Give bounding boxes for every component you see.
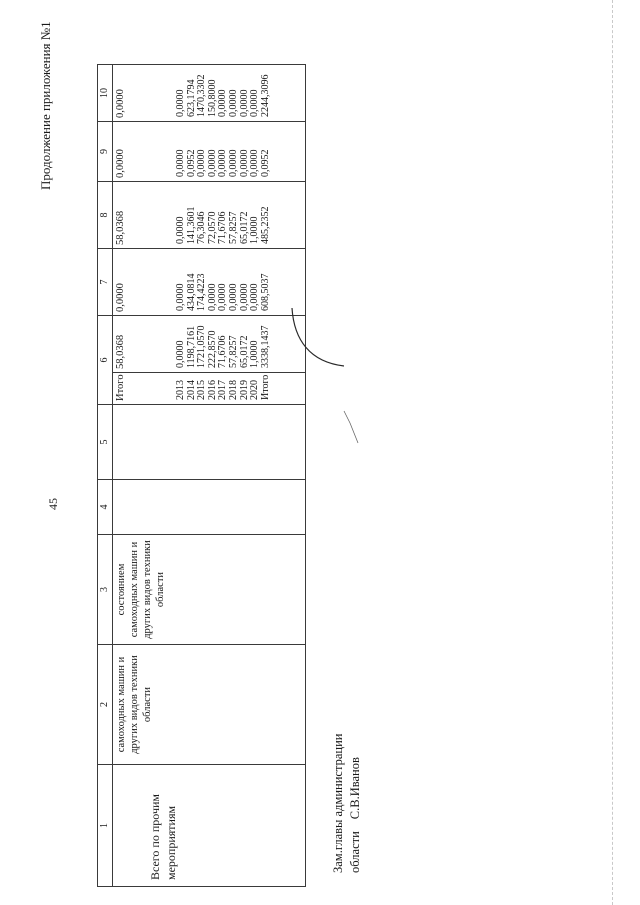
value-cell: 0,0000 <box>206 283 218 311</box>
page-number: 45 <box>46 498 60 510</box>
table-row <box>113 65 306 887</box>
value-cell: 57,8257 <box>227 211 239 244</box>
value-cell: 72,0570 <box>206 211 218 244</box>
year-label: 2020 <box>249 380 261 400</box>
value-cell: 0,0000 <box>249 89 261 117</box>
col8-cell <box>113 182 306 249</box>
value-cell: 65,0172 <box>238 335 250 368</box>
value-cell: 1,0000 <box>249 216 261 244</box>
value-cell: 0,0000 <box>227 283 239 311</box>
value-cell: 0,0000 <box>175 283 186 311</box>
value-cell: 222,8570 <box>206 330 218 368</box>
value-cell: 623,1794 <box>185 79 197 117</box>
value-cell: 608,5037 <box>259 273 271 311</box>
years-cell <box>113 373 306 405</box>
value-cell: 0,0952 <box>185 149 197 177</box>
year-label: 2013 <box>175 380 186 400</box>
signature-position: Зам.главы администрации <box>331 733 345 873</box>
value-cell: 2244,3096 <box>259 74 271 117</box>
value-cell: 0,0000 <box>238 149 250 177</box>
signature-block <box>330 734 364 873</box>
year-label: 2018 <box>227 380 239 400</box>
value-cell: 0,0000 <box>175 340 186 368</box>
value-cell: 1470,3302 <box>196 74 208 117</box>
scan-edge-line <box>612 0 613 905</box>
col9-cell <box>113 122 306 182</box>
col6-top: 58,0368 <box>115 334 126 369</box>
col9-values <box>128 122 271 181</box>
col9-top: 0,0000 <box>115 149 126 178</box>
value-cell: 0,0000 <box>238 283 250 311</box>
year-label: 2016 <box>206 380 218 400</box>
col7-top: 0,0000 <box>115 283 126 312</box>
value-cell: 150,8000 <box>206 79 218 117</box>
value-cell: 141,3601 <box>185 206 197 244</box>
value-cell: 0,0000 <box>217 283 229 311</box>
col7-cell <box>113 249 306 316</box>
pen-mark-icon <box>338 405 368 445</box>
value-cell: 0,0000 <box>227 149 239 177</box>
appendix-title: Продолжение приложения №1 <box>38 21 53 190</box>
value-cell: 71,6706 <box>217 211 229 244</box>
year-label: 2019 <box>238 380 250 400</box>
year-label: 2017 <box>217 380 229 400</box>
col5-cell <box>113 405 306 480</box>
header-cell: 6 <box>98 316 113 405</box>
value-cell: 57,8257 <box>227 335 239 368</box>
col4-cell <box>113 480 306 535</box>
year-label: 2014 <box>185 380 197 400</box>
itogo-label: Итого <box>115 374 126 401</box>
col7-values <box>128 249 271 315</box>
col8-top: 58,0368 <box>115 210 126 245</box>
value-cell: 0,0000 <box>175 216 186 244</box>
budget-table <box>97 64 306 887</box>
value-cell: 434,0814 <box>185 273 197 311</box>
value-cell: 0,0000 <box>175 149 186 177</box>
value-cell: 0,0952 <box>259 149 271 177</box>
header-cell: 2 <box>98 645 113 765</box>
col10-top: 0,0000 <box>115 89 126 118</box>
value-cell: 0,0000 <box>227 89 239 117</box>
col2-text: самоходных машин и других видов техники области <box>116 655 153 754</box>
signature-region: области <box>348 831 362 873</box>
col10-values <box>128 65 271 121</box>
header-cell: 5 <box>98 405 113 480</box>
value-cell: 0,0000 <box>238 89 250 117</box>
header-cell: 1 <box>98 765 113 887</box>
col3-text: состоянием самоходных машин и других видов техники области <box>116 540 166 639</box>
value-cell: 76,3046 <box>196 211 208 244</box>
value-cell: 71,6706 <box>217 335 229 368</box>
value-cell: 0,0000 <box>217 89 229 117</box>
value-cell: 174,4223 <box>196 273 208 311</box>
value-cell: 0,0000 <box>217 149 229 177</box>
col2-cell <box>113 645 306 765</box>
col8-values <box>128 182 271 248</box>
value-cell: 0,0000 <box>206 149 218 177</box>
col3-cell <box>113 535 306 645</box>
row-title-cell <box>113 765 306 887</box>
header-cell: 10 <box>98 65 113 122</box>
value-cell: 65,0172 <box>238 211 250 244</box>
col6-cell <box>113 316 306 373</box>
value-cell: 0,0000 <box>196 149 208 177</box>
signature-name: С.В.Иванов <box>348 757 362 820</box>
header-cell: 3 <box>98 535 113 645</box>
header-cell: 4 <box>98 480 113 535</box>
value-cell: 0,0000 <box>249 149 261 177</box>
col6-values <box>128 316 271 372</box>
col10-cell <box>113 65 306 122</box>
stamp-arc-icon <box>288 300 348 370</box>
value-cell: 1,0000 <box>249 340 261 368</box>
years-list <box>128 373 271 404</box>
signature-line2 <box>347 734 364 873</box>
row-title: Всего по прочим мероприятиям <box>148 793 178 880</box>
header-cell: 9 <box>98 122 113 182</box>
header-number-row <box>98 65 113 887</box>
value-cell: 485,2352 <box>259 206 271 244</box>
year-label: Итого <box>259 374 271 400</box>
value-cell: 3338,1437 <box>259 325 271 368</box>
header-cell: 7 <box>98 249 113 316</box>
value-cell: 1721,0570 <box>196 325 208 368</box>
header-cell: 8 <box>98 182 113 249</box>
value-cell: 0,0000 <box>249 283 261 311</box>
year-label: 2015 <box>196 380 208 400</box>
value-cell: 1198,7161 <box>185 325 197 368</box>
value-cell: 0,0000 <box>175 89 186 117</box>
